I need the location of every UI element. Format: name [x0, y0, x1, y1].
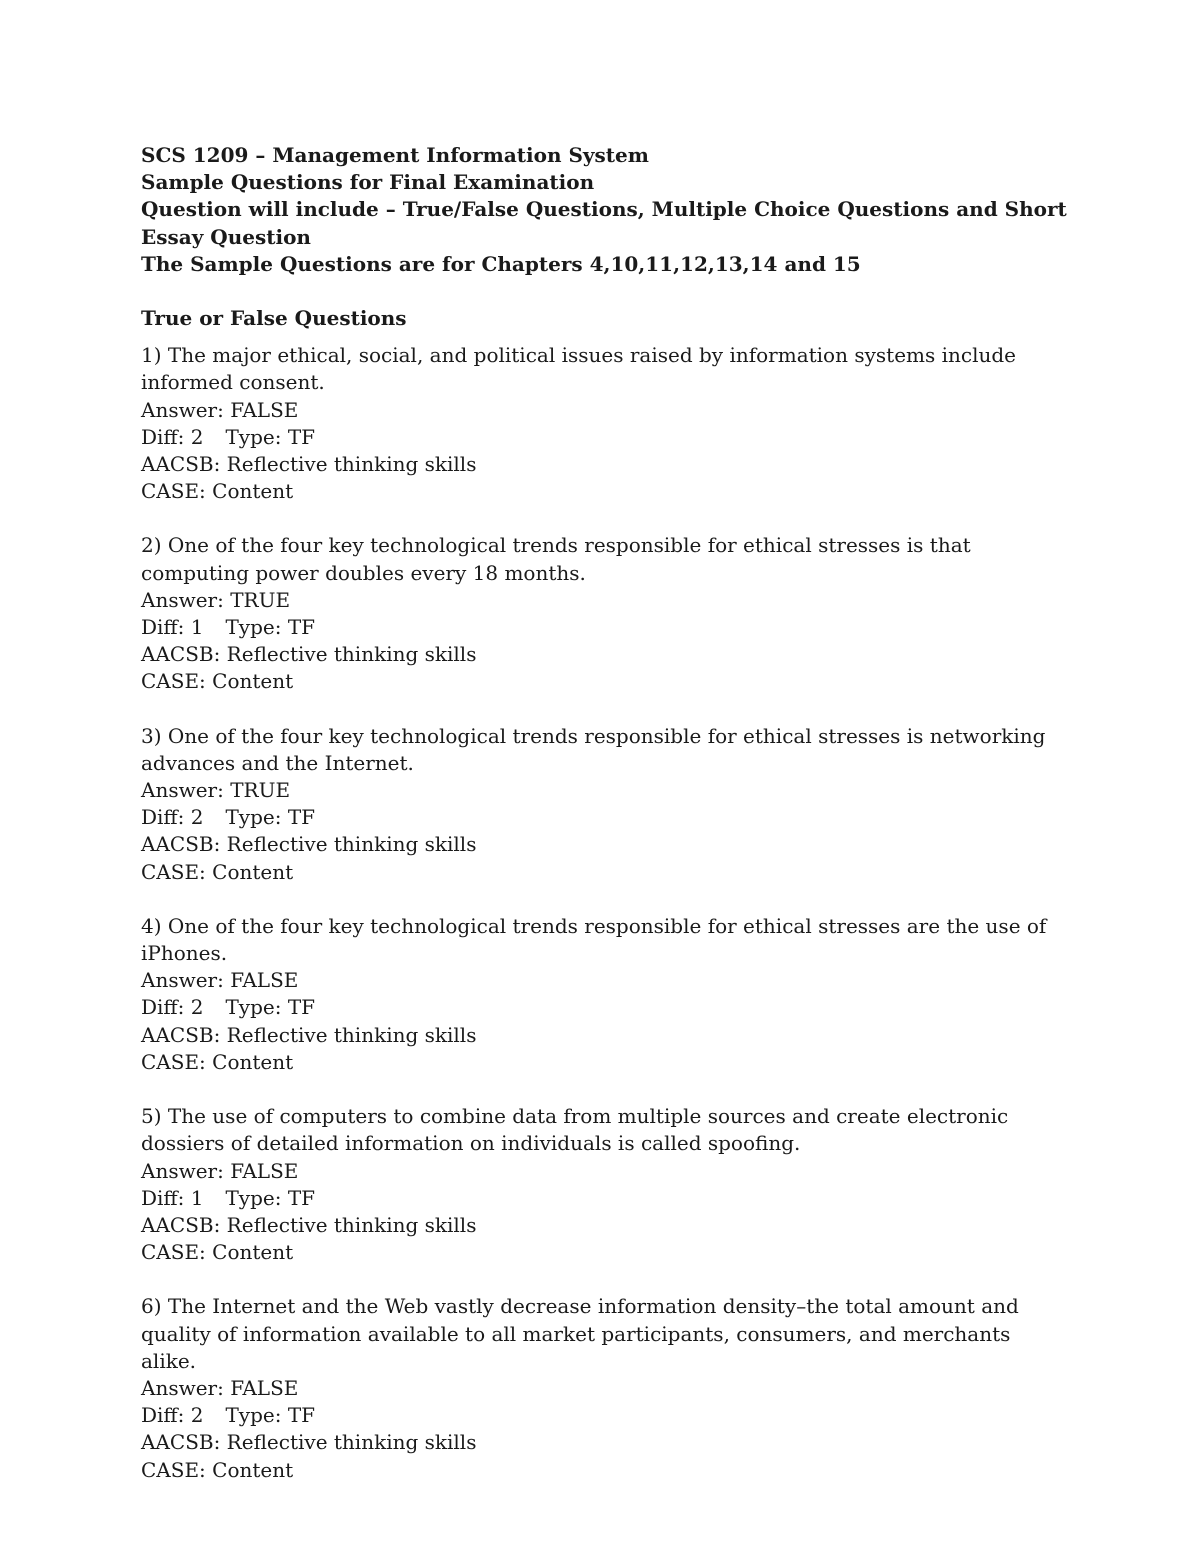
aacsb-line: AACSB: Reflective thinking skills: [141, 1022, 477, 1047]
question-item: [141, 532, 1071, 695]
diff-type-line: [141, 1402, 1071, 1429]
difficulty-label: Diff: 2: [141, 805, 204, 830]
diff-type-line: [141, 804, 1071, 831]
answer-line: Answer: FALSE: [141, 397, 299, 422]
aacsb-line: AACSB: Reflective thinking skills: [141, 642, 477, 667]
question-text: 2) One of the four key technological trends responsible for ethical stresses is that computing power doubles every 18 months.: [141, 533, 971, 585]
type-label: Type: TF: [225, 424, 316, 449]
diff-type-line: [141, 994, 1071, 1021]
diff-type-line: [141, 424, 1071, 451]
answer-line: Answer: TRUE: [141, 587, 291, 612]
case-line: CASE: Content: [141, 669, 294, 694]
type-label: Type: TF: [225, 1403, 316, 1428]
exam-subtitle: Sample Questions for Final Examination: [141, 170, 595, 195]
question-text: 1) The major ethical, social, and political issues raised by information systems include informed consent.: [141, 343, 1017, 395]
question-types-note: Question will include – True/False Questions, Multiple Choice Questions and Short Essay Question: [141, 197, 1067, 249]
type-label: Type: TF: [225, 995, 316, 1020]
difficulty-label: Diff: 1: [141, 1185, 204, 1210]
question-item: [141, 1293, 1071, 1483]
course-title: SCS 1209 – Management Information System: [141, 143, 649, 167]
case-line: CASE: Content: [141, 1049, 294, 1074]
difficulty-label: Diff: 2: [141, 1403, 204, 1428]
answer-line: Answer: FALSE: [141, 968, 299, 993]
case-line: CASE: Content: [141, 1240, 294, 1265]
question-text: 5) The use of computers to combine data from multiple sources and create electronic dossiers of detailed information on individuals is called spoofing.: [141, 1104, 1009, 1156]
diff-type-line: [141, 1185, 1071, 1212]
type-label: Type: TF: [225, 615, 316, 640]
aacsb-line: AACSB: Reflective thinking skills: [141, 832, 477, 857]
case-line: CASE: Content: [141, 1457, 294, 1482]
type-label: Type: TF: [225, 805, 316, 830]
question-list: [141, 342, 1071, 1484]
question-item: [141, 913, 1071, 1076]
question-item: [141, 1103, 1071, 1266]
difficulty-label: Diff: 1: [141, 615, 204, 640]
answer-line: Answer: TRUE: [141, 778, 291, 803]
section-title: True or False Questions: [141, 306, 407, 331]
diff-type-line: [141, 614, 1071, 641]
case-line: CASE: Content: [141, 859, 294, 884]
question-text: 3) One of the four key technological trends responsible for ethical stresses is networking advances and the Internet.: [141, 723, 1046, 775]
aacsb-line: AACSB: Reflective thinking skills: [141, 452, 477, 477]
question-item: [141, 723, 1071, 886]
question-text: 6) The Internet and the Web vastly decrease information density–the total amount and quality of information available to all market participants, consumers, and merchants alike.: [141, 1294, 1019, 1373]
question-text: 4) One of the four key technological trends responsible for ethical stresses are the use of iPhones.: [141, 913, 1047, 966]
difficulty-label: Diff: 2: [141, 424, 204, 449]
answer-line: Answer: FALSE: [141, 1375, 299, 1400]
answer-line: Answer: FALSE: [141, 1158, 299, 1183]
document-content: [141, 142, 1071, 1511]
chapters-note: The Sample Questions are for Chapters 4,10,11,12,13,14 and 15: [141, 251, 861, 276]
difficulty-label: Diff: 2: [141, 995, 204, 1020]
type-label: Type: TF: [225, 1185, 316, 1210]
aacsb-line: AACSB: Reflective thinking skills: [141, 1430, 477, 1455]
aacsb-line: AACSB: Reflective thinking skills: [141, 1212, 477, 1237]
question-item: [141, 342, 1071, 505]
case-line: CASE: Content: [141, 479, 294, 504]
